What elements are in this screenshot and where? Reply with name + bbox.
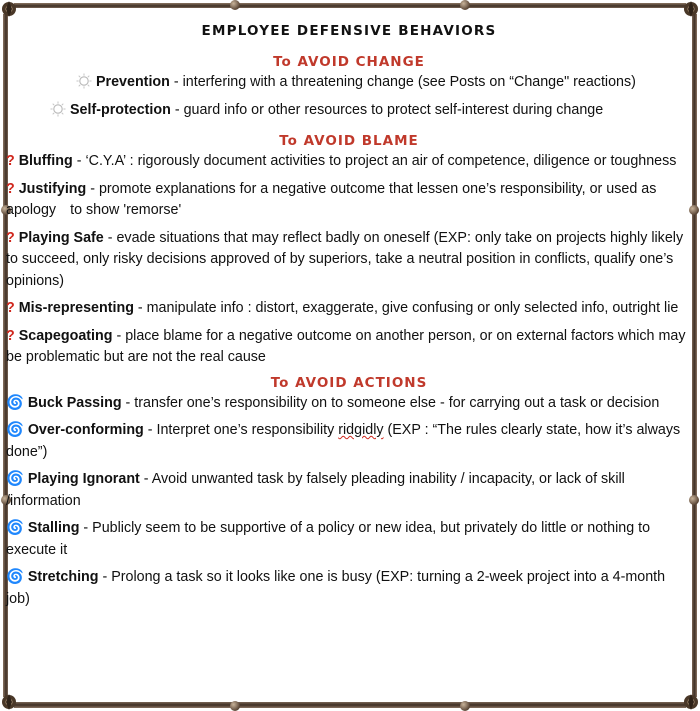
- behavior-description: - Avoid unwanted task by falsely pleading inability / incapacity, or lack of skill /information: [6, 471, 625, 509]
- page-title: EMPLOYEE DEFENSIVE BEHAVIORS: [201, 23, 497, 39]
- behavior-term: Stalling: [27, 520, 80, 536]
- behavior-description: - place blame for a negative outcome on another person, or on external factors which may be problematic but are not the real cause: [6, 327, 686, 365]
- question-mark-icon: ?: [6, 300, 15, 316]
- behavior-term: Prevention: [96, 74, 170, 90]
- behavior-term: Buck Passing: [27, 394, 122, 411]
- question-mark-icon: ?: [6, 180, 15, 197]
- behavior-term: Playing Safe: [18, 229, 104, 246]
- corner-ornament-icon: [674, 685, 700, 711]
- list-item: [6, 179, 692, 222]
- behavior-description: - interfering with a threatening change (see Posts on “Change" reactions): [169, 74, 636, 90]
- behavior-description: - guard info or other resources to protect self-interest during change: [170, 101, 604, 118]
- behavior-term: Mis-representing: [18, 300, 134, 316]
- list-item: [6, 228, 692, 293]
- list-item: [6, 100, 692, 122]
- question-mark-icon: ?: [6, 153, 15, 169]
- frame-stud: [460, 701, 470, 711]
- sun-outline-icon: [50, 101, 66, 117]
- behavior-description: - transfer one’s responsibility on to someone else - for carrying out a task or decision: [121, 394, 660, 411]
- sun-outline-icon: [76, 73, 92, 89]
- behavior-term: Playing Ignorant: [27, 471, 140, 487]
- behavior-description: - Publicly seem to be supportive of a policy or new idea, but privately do little or nothing to execute it: [6, 520, 651, 558]
- behavior-description: - Prolong a task so it looks like one is busy (EXP: turning a 2-week project into a 4-month job): [6, 569, 666, 607]
- frame-right-edge: [692, 14, 697, 697]
- cyclone-icon: 🌀: [6, 520, 24, 536]
- question-mark-icon: ?: [6, 229, 15, 246]
- behavior-term: Self-protection: [70, 101, 171, 118]
- list-item: [6, 298, 692, 320]
- behavior-term: Stretching: [27, 569, 99, 585]
- behavior-description: - promote explanations for a negative outcome that lessen one’s responsibility, or used as apology: [6, 180, 657, 218]
- list-item: [6, 393, 692, 415]
- frame-stud: [230, 0, 240, 10]
- document-body: [6, 22, 692, 616]
- frame-stud: [230, 701, 240, 711]
- list-item: [6, 567, 692, 610]
- cyclone-icon: 🌀: [6, 471, 24, 487]
- behavior-term: Justifying: [18, 180, 87, 197]
- list-item: [6, 469, 692, 512]
- list-item: [6, 420, 692, 463]
- behavior-description-cont: (EXP : “The rules clearly state, how it’s always done”): [6, 422, 681, 460]
- behavior-term: Scapegoating: [18, 327, 113, 344]
- cyclone-icon: 🌀: [6, 422, 24, 438]
- frame-top-edge: [14, 3, 686, 8]
- section-heading-avoid-change: To AVOID CHANGE: [273, 54, 425, 70]
- behavior-term: Bluffing: [18, 153, 73, 169]
- behavior-description-cont: to show 'remorse': [70, 202, 182, 218]
- question-mark-icon: ?: [6, 327, 15, 344]
- behavior-description: - Interpret one’s responsibility: [143, 422, 339, 438]
- list-item: [6, 151, 692, 173]
- behavior-description: - ‘C.Y.A’ : rigorously document activities to project an air of competence, diligence or toughness: [72, 153, 677, 169]
- list-item: [6, 326, 692, 369]
- list-item: [6, 518, 692, 561]
- frame-bottom-edge: [14, 702, 686, 708]
- behavior-description: - evade situations that may reflect badly on oneself (EXP: only take on projects highly likely to succeed, only risky decisions approved of by superiors, take a neutral position in conflicts, qualify one’s opinions): [6, 229, 684, 289]
- section-heading-avoid-actions: To AVOID ACTIONS: [270, 374, 428, 391]
- list-item: [6, 72, 692, 94]
- frame-stud: [460, 0, 470, 10]
- behavior-description: - manipulate info : distort, exaggerate, give confusing or only selected info, outright lie: [133, 300, 679, 316]
- cyclone-icon: 🌀: [6, 569, 24, 585]
- corner-ornament-icon: [0, 685, 26, 711]
- behavior-term: Over-conforming: [27, 422, 144, 438]
- section-heading-avoid-blame: To AVOID BLAME: [279, 133, 419, 149]
- misspelled-word: ridgidly: [338, 422, 384, 438]
- cyclone-icon: 🌀: [6, 394, 24, 411]
